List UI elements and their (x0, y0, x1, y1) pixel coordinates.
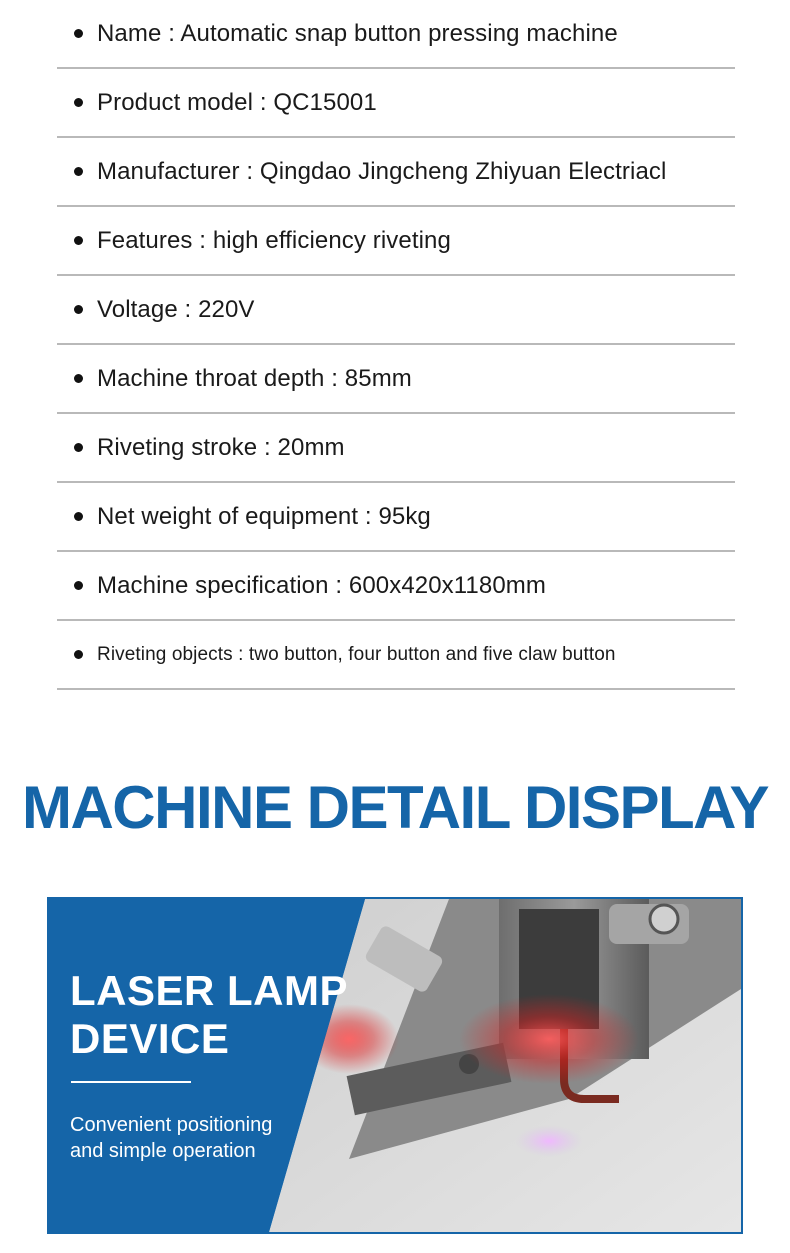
machine-photo (49, 899, 741, 1232)
bullet-icon (74, 512, 83, 521)
bullet-icon (74, 29, 83, 38)
spec-text: Voltage : 220V (97, 295, 255, 323)
spec-text: Manufacturer : Qingdao Jingcheng Zhiyuan Electriacl (97, 157, 667, 185)
spec-row-throat-depth (57, 345, 735, 414)
banner-title: LASER LAMP DEVICE (70, 967, 348, 1062)
spec-row-voltage (57, 276, 735, 345)
banner-subtitle: Convenient positioning and simple operation (70, 1114, 273, 1162)
bullet-icon (74, 443, 83, 452)
bullet-icon (74, 581, 83, 590)
spec-row-riveting-objects (57, 621, 735, 690)
spec-text: Product model : QC15001 (97, 88, 377, 116)
spec-row-weight (57, 483, 735, 552)
spec-row-model (57, 69, 735, 138)
spec-row-stroke (57, 414, 735, 483)
spec-list (57, 0, 735, 690)
banner-divider (71, 1081, 191, 1083)
bullet-icon (74, 167, 83, 176)
spec-text: Features : high efficiency riveting (97, 226, 451, 254)
spec-text: Riveting stroke : 20mm (97, 433, 345, 461)
spec-text: Machine specification : 600x420x1180mm (97, 571, 546, 599)
bullet-icon (74, 650, 83, 659)
spec-row-manufacturer (57, 138, 735, 207)
spec-row-features (57, 207, 735, 276)
spec-row-name (57, 0, 735, 69)
spec-text: Machine throat depth : 85mm (97, 364, 412, 392)
section-title: MACHINE DETAIL DISPLAY (22, 774, 768, 841)
spec-text: Riveting objects : two button, four button and five claw button (97, 643, 616, 665)
bullet-icon (74, 305, 83, 314)
spec-text: Net weight of equipment : 95kg (97, 502, 431, 530)
spec-row-specification (57, 552, 735, 621)
laser-lamp-banner (47, 897, 743, 1234)
bullet-icon (74, 236, 83, 245)
spec-text: Name : Automatic snap button pressing machine (97, 19, 618, 47)
bullet-icon (74, 98, 83, 107)
bullet-icon (74, 374, 83, 383)
